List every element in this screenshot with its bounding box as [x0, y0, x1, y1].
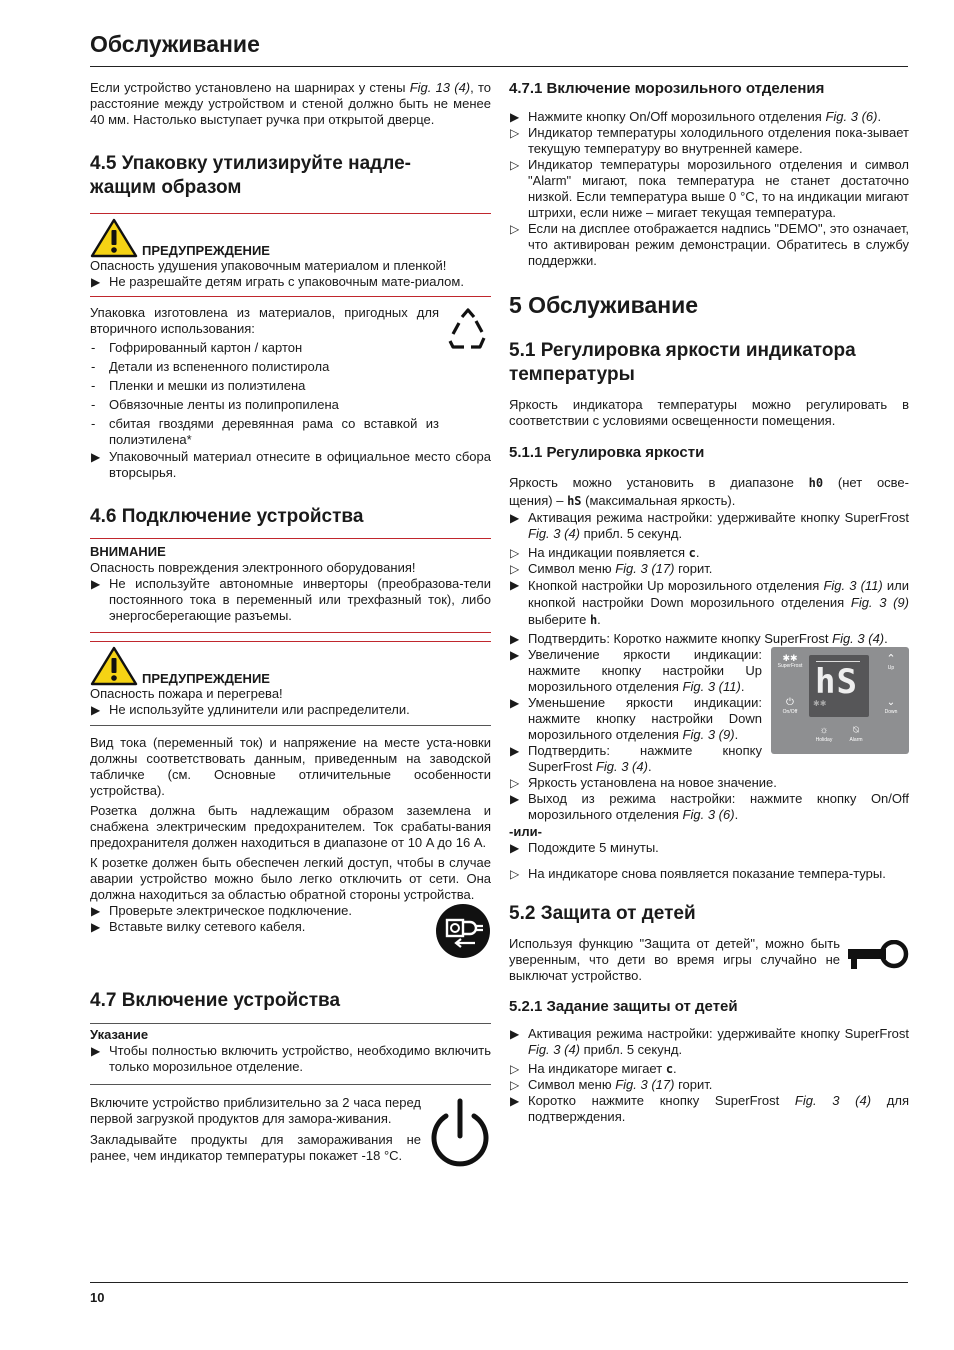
control-panel-figure	[771, 647, 909, 754]
warning-text: Опасность пожара и перегрева!	[90, 686, 283, 701]
action-bullet: ▶ Увеличение яркости индикации: нажмите кнопку настройки Up морозильного отделения Fig. 3 (11).	[510, 647, 762, 694]
result-bullet: ▷ Яркость установлена на новое значение.	[510, 775, 777, 790]
divider	[90, 213, 491, 214]
packaging-intro: Упаковка изготовлена из материалов, пригодных для вторичного использования:	[90, 305, 439, 336]
superfrost-button: ✱✱ SuperFrost	[777, 653, 803, 669]
chevron-up-icon: ⌃	[886, 653, 896, 665]
caution-bullet: ▶ Не используйте автономные инверторы (преобразова-тели постоянного тока в переменный или трехфазный ток), либо энергосберегающие разъемы.	[91, 576, 491, 623]
arrow-bullet-icon: ▶	[510, 792, 520, 806]
arrow-bullet-icon: ▶	[510, 511, 520, 525]
list-item: - Пленки и мешки из полиэтилена	[91, 378, 306, 393]
arrow-bullet-icon: ▶	[510, 696, 520, 710]
divider	[90, 296, 491, 297]
section-5-2-title: 5.2 Защита от детей	[509, 903, 696, 924]
note-bullet: ▶ Чтобы полностью включить устройство, необходимо включить только морозильное отделение.	[91, 1043, 491, 1074]
onoff-button: ⏻ On/Off	[777, 697, 803, 715]
action-bullet: ▶ Активация режима настройки: удерживайте кнопку SuperFrost Fig. 3 (4) прибл. 5 секунд.	[510, 510, 909, 541]
lcd-h0: h0	[808, 476, 824, 490]
arrow-bullet-icon: ▶	[510, 1027, 520, 1041]
arrow-bullet-icon: ▶	[510, 1094, 520, 1108]
lcd-c: c	[665, 1062, 674, 1076]
arrow-bullet-icon: ▶	[510, 648, 520, 662]
action-bullet: ▶ Уменьшение яркости индикации: нажмите кнопку настройки Down морозильного отделения Fig. 3 (9).	[510, 695, 762, 742]
section-5-1-1-title: 5.1.1 Регулировка яркости	[509, 444, 705, 461]
arrow-bullet-icon: ▶	[510, 841, 520, 855]
action-bullet: ▶ Коротко нажмите кнопку SuperFrost Fig. 3 (4) для подтверждения.	[510, 1093, 909, 1124]
snowflake-icon: ✱✱	[782, 653, 798, 663]
result-arrow-icon: ▷	[510, 1062, 520, 1076]
divider	[90, 725, 491, 726]
down-button: ⌄ Down	[879, 697, 903, 715]
warning-icon	[90, 646, 138, 686]
alarm-button: ⍉ Alarm	[843, 725, 869, 743]
plug-icon	[435, 903, 491, 959]
header-rule	[90, 66, 908, 67]
arrow-bullet-icon: ▶	[510, 632, 520, 646]
intro-paragraph: Если устройство установлено на шарнирах у стены Fig. 13 (4), то расстояние между устройством и стеной должно быть не менее 40 мм. Настолько выступает ручка при открытой дверце.	[90, 80, 491, 127]
divider	[90, 1023, 491, 1024]
list-item: - Гофрированный картон / картон	[91, 340, 303, 355]
arrow-bullet-icon: ▶	[91, 1044, 101, 1058]
freezing-paragraph: Закладывайте продукты для замораживания не ранее, чем индикатор температуры покажет -18 °C.	[90, 1132, 421, 1163]
divider	[90, 1084, 491, 1085]
right-column	[509, 78, 909, 1125]
caution-label: ВНИМАНИЕ	[90, 544, 166, 559]
socket-paragraph: Розетка должна быть надлежащим образом заземлена и снабжена электрическим предохранителем. Ток срабаты-вания предохранителя должен находиться в диапазоне от 10 A до 16 A.	[90, 803, 491, 850]
display-readout: hS	[815, 662, 858, 702]
action-bullet: ▶ Подтвердить: Коротко нажмите кнопку SuperFrost Fig. 3 (4).	[510, 631, 888, 646]
result-arrow-icon: ▷	[510, 1078, 520, 1092]
or-label: -или-	[509, 824, 542, 839]
arrow-bullet-icon: ▶	[91, 920, 101, 934]
result-arrow-icon: ▷	[510, 158, 520, 172]
section-5-2-1-title: 5.2.1 Задание защиты от детей	[509, 998, 738, 1015]
power-small-icon: ⏻	[786, 697, 794, 708]
child-lock-intro: Используя функцию "Защита от детей", можно быть уверенным, что дети во время игры случайно не выключат устройство.	[509, 936, 840, 983]
action-bullet: ▶ Подтвердить: нажмите кнопку SuperFrost Fig. 3 (4).	[510, 743, 762, 774]
switch-on-paragraph: Включите устройство приблизительно за 2 часа перед первой загрузкой продуктов для замора-живания.	[90, 1095, 421, 1126]
arrow-bullet-icon: ▶	[510, 110, 520, 124]
plug-bullet: ▶ Вставьте вилку сетевого кабеля.	[91, 919, 306, 934]
result-arrow-icon: ▷	[510, 222, 520, 236]
key-icon	[847, 940, 909, 972]
result-bullet: ▷ Символ меню Fig. 3 (17) горит.	[510, 561, 713, 576]
display-window: hS ✱✱	[809, 655, 869, 717]
warning-label: ПРЕДУПРЕЖДЕНИЕ	[142, 671, 270, 686]
list-item: - Обвязочные ленты из полипропилена	[91, 397, 339, 412]
section-5-1-title: 5.1 Регулировка яркости индикатора температуры	[509, 340, 856, 385]
result-bullet: ▷ Индикатор температуры морозильного отделения и символ "Alarm" мигают, пока температура не станет достаточно низкой. Если температура выше 0 °C, то на индикации мигают штрихи, если ниже – мигает текущая температура.	[510, 157, 909, 220]
materials-list	[90, 340, 470, 448]
action-bullet: ▶ Нажмите кнопку On/Off морозильного отделения Fig. 3 (6).	[510, 109, 882, 124]
lcd-h: h	[589, 613, 598, 627]
warning-block	[90, 646, 491, 718]
divider	[90, 538, 491, 539]
lcd-hs: hS	[567, 494, 582, 508]
lcd-c: c	[688, 546, 696, 560]
holiday-button: ☼ Holiday	[811, 725, 837, 743]
arrow-bullet-icon: ▶	[91, 577, 101, 591]
result-bullet: ▷ Индикатор температуры холодильного отделения пока-зывает текущую температуру во внутренней камере.	[510, 125, 909, 156]
action-bullet: ▶ Выход из режима настройки: нажмите кнопку On/Off морозильного отделения Fig. 3 (6).	[510, 791, 909, 822]
action-bullet: ▶ Кнопкой настройки Up морозильного отделения Fig. 3 (11) или кнопкой настройки Down морозильного отделения Fig. 3 (9) выберите h.	[510, 578, 910, 627]
action-bullet: ▶ Подождите 5 минуты.	[510, 840, 659, 855]
sun-icon: ☼	[819, 725, 829, 736]
arrow-bullet-icon: ▶	[91, 450, 101, 464]
left-column	[90, 78, 491, 1164]
warning-block	[90, 218, 491, 290]
dispose-bullet: ▶ Упаковочный материал отнесите в официальное место сбора вторсырья.	[91, 449, 491, 480]
list-item: - Детали из вспененного полистирола	[91, 359, 330, 374]
page-number: 10	[90, 1290, 105, 1305]
warning-icon	[90, 218, 138, 258]
range-paragraph-cont: щения) – hS (максимальная яркость).	[509, 493, 736, 508]
list-item: - сбитая гвоздями деревянная рама со вставкой из полиэтилена*	[91, 416, 439, 447]
access-paragraph: К розетке должен быть обеспечен легкий доступ, чтобы в случае аварии устройство можно было легко отключить от сети. Она должна находиться за областью обратной стороны устройства.	[90, 855, 491, 902]
action-bullet: ▶ Активация режима настройки: удерживайте кнопку SuperFrost Fig. 3 (4) прибл. 5 секунд.	[510, 1026, 909, 1057]
result-arrow-icon: ▷	[510, 562, 520, 576]
power-paragraph: Вид тока (переменный ток) и напряжение на месте уста-новки должны соответствовать данным, приведенным на заводской табличке (см. Основные отличительные особенности устройства).	[90, 735, 491, 798]
page-title: Обслуживание	[90, 31, 260, 57]
brightness-intro: Яркость индикатора температуры можно регулировать в соответствии с условиями освещенности помещения.	[509, 397, 909, 428]
arrow-bullet-icon: ▶	[510, 578, 520, 592]
power-icon	[429, 1096, 491, 1172]
warning-bullet: ▶ Не разрешайте детям играть с упаковочным мате-риалом.	[91, 274, 464, 289]
section-4-6-title: 4.6 Подключение устройства	[90, 506, 364, 527]
result-arrow-icon: ▷	[510, 546, 520, 560]
divider	[90, 641, 491, 642]
result-bullet: ▷ Если на дисплее отображается надпись "DEMO", это означает, что активирован режим демонстрации. Обратитесь в службу поддержки.	[510, 221, 909, 268]
up-button: ⌃ Up	[879, 653, 903, 671]
result-bullet: ▷ На индикации появляется c.	[510, 545, 700, 560]
result-bullet: ▷ На индикаторе снова появляется показание темпера-туры.	[510, 866, 886, 881]
result-arrow-icon: ▷	[510, 776, 520, 790]
result-bullet: ▷ На индикаторе мигает c.	[510, 1061, 677, 1076]
result-arrow-icon: ▷	[510, 126, 520, 140]
note-label: Указание	[90, 1027, 149, 1042]
caution-text: Опасность повреждения электронного оборудования!	[90, 560, 416, 575]
section-4-7-title: 4.7 Включение устройства	[90, 990, 341, 1011]
section-4-7-1-title: 4.7.1 Включение морозильного отделения	[509, 80, 825, 97]
section-5-title: 5 Обслуживание	[509, 292, 699, 318]
chevron-down-icon: ⌄	[886, 697, 896, 708]
arrow-bullet-icon: ▶	[91, 703, 101, 717]
bell-off-icon: ⍉	[853, 725, 859, 736]
result-bullet: ▷ Символ меню Fig. 3 (17) горит.	[510, 1077, 713, 1092]
arrow-bullet-icon: ▶	[91, 904, 101, 918]
warning-text: Опасность удушения упаковочным материалом и пленкой!	[90, 258, 447, 273]
warning-label: ПРЕДУПРЕЖДЕНИЕ	[142, 243, 270, 258]
divider	[90, 632, 491, 633]
footer-rule	[90, 1282, 908, 1283]
arrow-bullet-icon: ▶	[91, 275, 101, 289]
check-bullet: ▶ Проверьте электрическое подключение.	[91, 903, 353, 918]
range-paragraph: Яркость можно установить в диапазоне h0 (нет осве-	[509, 475, 909, 490]
warning-bullet: ▶ Не используйте удлинители или распределители.	[91, 702, 410, 717]
arrow-bullet-icon: ▶	[510, 744, 520, 758]
result-arrow-icon: ▷	[510, 867, 520, 881]
section-4-5-title: 4.5 Упаковку утилизируйте надле- жащим образом	[90, 153, 411, 198]
